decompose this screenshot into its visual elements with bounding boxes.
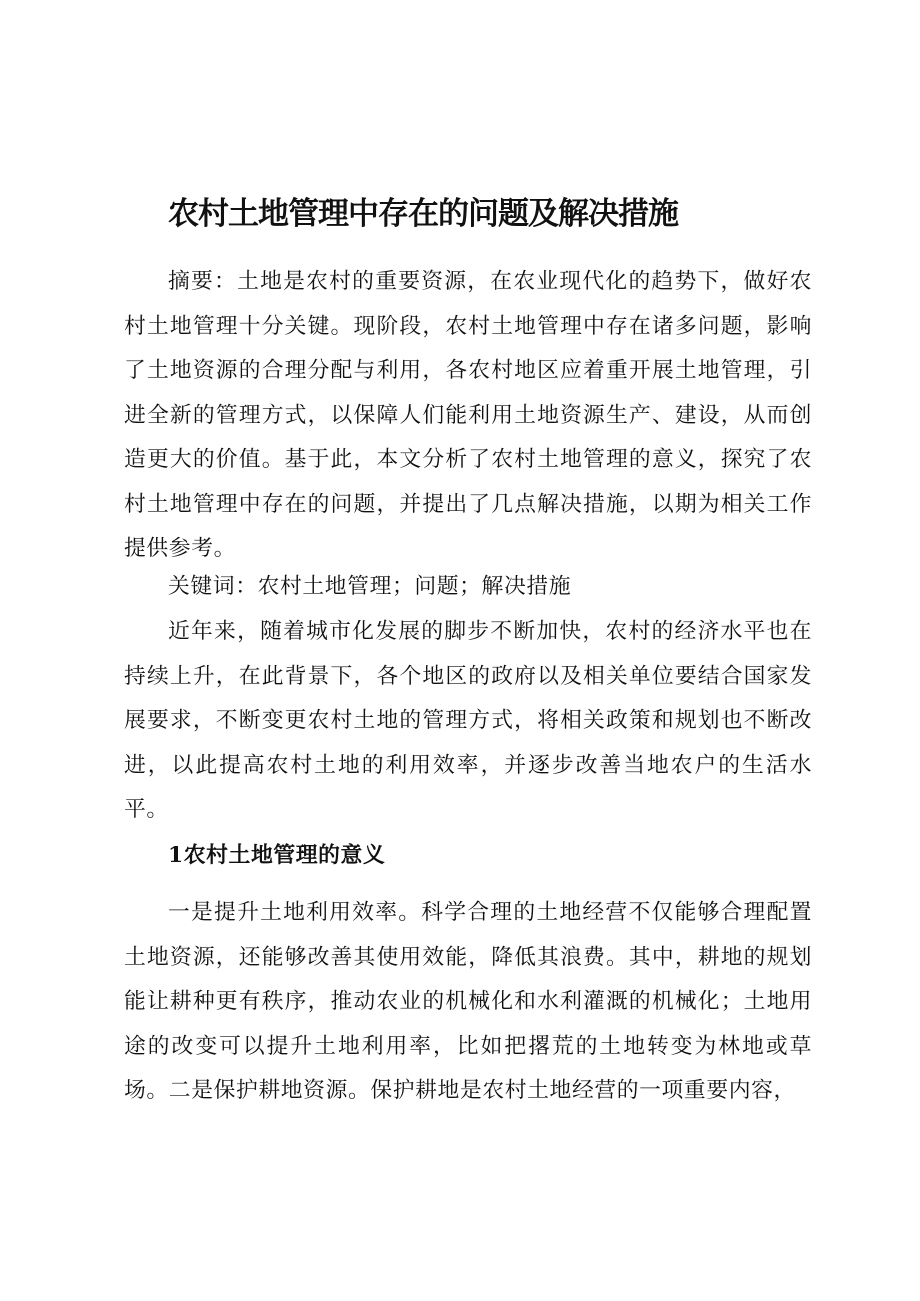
intro-paragraph: 近年来，随着城市化发展的脚步不断加快，农村的经济水平也在持续上升，在此背景下，各个地区的政府以及相关单位要结合国家发展要求，不断变更农村土地的管理方式，将相关政策和规划也不断改进，以此提高农村土地的利用效率，并逐步改善当地农户的生活水平。 bbox=[124, 619, 812, 822]
section-heading-1: 1农村土地管理的意义 bbox=[168, 843, 386, 868]
abstract-paragraph: 摘要：土地是农村的重要资源，在农业现代化的趋势下，做好农村土地管理十分关键。现阶段，农村土地管理中存在诸多问题，影响了土地资源的合理分配与利用，各农村地区应着重开展土地管理，引进全新的管理方式，以保障人们能利用土地资源生产、建设，从而创造更大的价值。基于此，本文分析了农村土地管理的意义，探究了农村土地管理中存在的问题，并提出了几点解决措施，以期为相关工作提供参考。 bbox=[124, 269, 812, 561]
keywords-line: 关键词：农村土地管理；问题；解决措施 bbox=[168, 574, 572, 599]
document-title: 农村土地管理中存在的问题及解决措施 bbox=[168, 195, 678, 232]
section-1-paragraph: 一是提升土地利用效率。科学合理的土地经营不仅能够合理配置土地资源，还能够改善其使用效能，降低其浪费。其中，耕地的规划能让耕种更有秩序，推动农业的机械化和水利灌溉的机械化；土地用途的改变可以提升土地利用率，比如把撂荒的土地转变为林地或草场。二是保护耕地资源。保护耕地是农村土地经营的一项重要内容， bbox=[124, 900, 812, 1103]
